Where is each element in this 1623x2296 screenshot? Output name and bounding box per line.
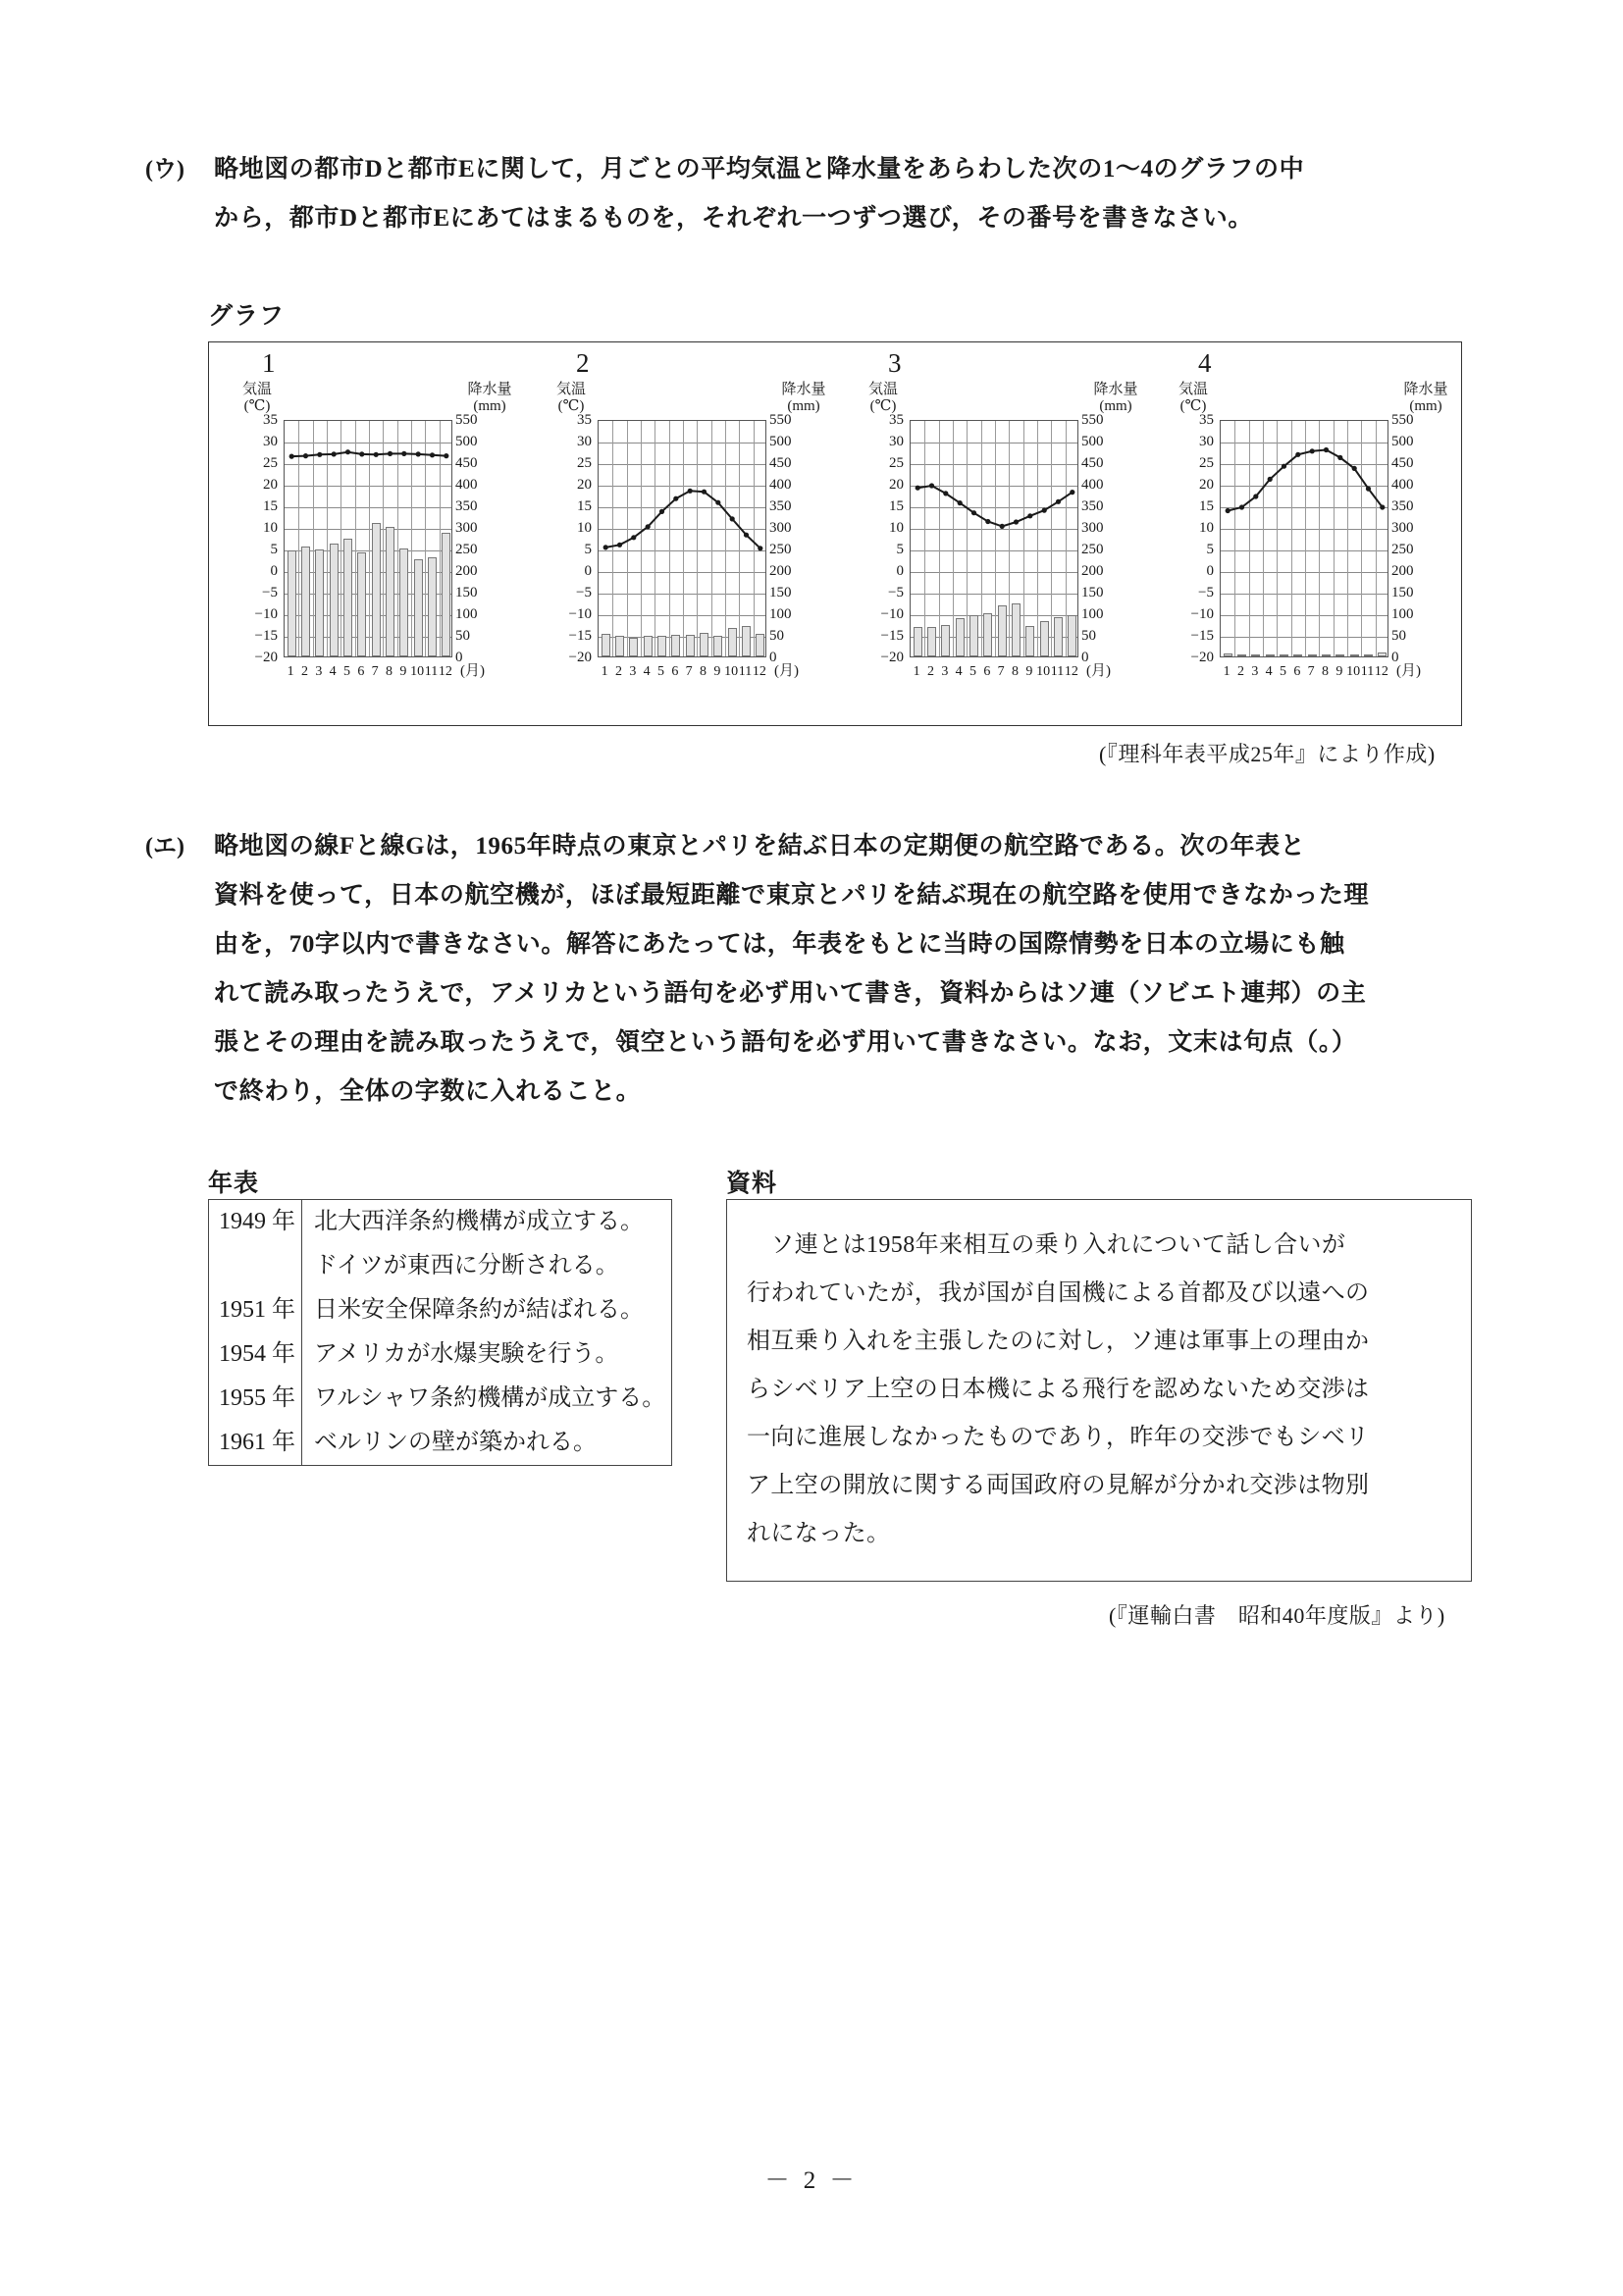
nenpyo-row bbox=[209, 1421, 672, 1466]
precipitation-tick-label: 400 bbox=[1081, 477, 1104, 493]
precipitation-tick-label: 50 bbox=[1391, 628, 1406, 644]
precipitation-tick-label: 0 bbox=[769, 650, 777, 665]
temperature-point bbox=[646, 524, 651, 529]
temperature-tick-label: 30 bbox=[1199, 434, 1214, 449]
question-c-line-2: から，都市Dと都市Eにあてはまるものを，それぞれ一つずつ選び，その番号を書きなさい。 bbox=[214, 205, 1253, 232]
precipitation-tick-label: 300 bbox=[769, 520, 792, 536]
precipitation-tick-label: 400 bbox=[769, 477, 792, 493]
temperature-point bbox=[744, 533, 749, 538]
temperature-line bbox=[599, 421, 767, 658]
nenpyo-event: アメリカが水爆実験を行う。 bbox=[314, 1341, 619, 1367]
nenpyo-row bbox=[209, 1244, 672, 1288]
temperature-point bbox=[1000, 524, 1005, 529]
shiryo-line: 相互乗り入れを主張したのに対し，ソ連は軍事上の理由か bbox=[747, 1329, 1370, 1354]
month-tick-label: 1 bbox=[913, 664, 920, 679]
month-tick-label: 8 bbox=[1322, 664, 1329, 679]
temperature-tick-label: 20 bbox=[263, 477, 278, 493]
nenpyo-year: 1949 年 bbox=[209, 1200, 302, 1245]
plot-area bbox=[910, 420, 1078, 657]
nenpyo-event: ワルシャワ条約機構が成立する。 bbox=[314, 1385, 666, 1411]
temperature-tick-label: −15 bbox=[1190, 628, 1214, 644]
nenpyo-tbody bbox=[209, 1200, 672, 1466]
temperature-tick-label: −10 bbox=[568, 606, 592, 622]
temperature-tick-label: 35 bbox=[1199, 412, 1214, 428]
temperature-point bbox=[1056, 499, 1061, 504]
nenpyo-table bbox=[208, 1199, 672, 1466]
precipitation-tick-label: 50 bbox=[1081, 628, 1096, 644]
temperature-axis-title: 気温 (℃) bbox=[241, 382, 272, 414]
precipitation-tick-label: 300 bbox=[455, 520, 478, 536]
precipitation-tick-label: 500 bbox=[1391, 434, 1414, 449]
climograph-1 bbox=[217, 342, 530, 727]
precipitation-tick-label: 100 bbox=[455, 606, 478, 622]
climograph-number: 3 bbox=[888, 348, 902, 378]
precipitation-tick-label: 200 bbox=[1081, 563, 1104, 579]
month-tick-label: 3 bbox=[315, 664, 323, 679]
temperature-point bbox=[929, 483, 934, 488]
precipitation-tick-label: 550 bbox=[1081, 412, 1104, 428]
month-tick-label: 11 bbox=[424, 664, 439, 679]
precipitation-tick-label: 350 bbox=[1391, 498, 1414, 514]
temperature-point bbox=[659, 509, 664, 514]
month-tick-label: 8 bbox=[1012, 664, 1019, 679]
temperature-point bbox=[374, 452, 379, 457]
month-tick-label: 6 bbox=[1293, 664, 1301, 679]
month-tick-label: 5 bbox=[343, 664, 350, 679]
precipitation-tick-label: 200 bbox=[455, 563, 478, 579]
temperature-tick-label: −5 bbox=[576, 585, 592, 600]
temperature-point bbox=[971, 510, 976, 515]
temperature-tick-label: −20 bbox=[880, 650, 904, 665]
temperature-point bbox=[1014, 519, 1019, 524]
month-tick-label: 3 bbox=[941, 664, 949, 679]
month-tick-label: 4 bbox=[1265, 664, 1273, 679]
temperature-point bbox=[1268, 477, 1273, 482]
shiryo-line: れになった。 bbox=[747, 1521, 891, 1546]
month-tick-label: 4 bbox=[955, 664, 963, 679]
month-tick-label: 10 bbox=[410, 664, 425, 679]
question-c-line-1: 略地図の都市Dと都市Eに関して，月ごとの平均気温と降水量をあらわした次の1～4のグラフの中 bbox=[214, 156, 1305, 183]
nenpyo-row bbox=[209, 1377, 672, 1421]
temperature-point bbox=[416, 451, 421, 456]
temperature-tick-label: −15 bbox=[254, 628, 278, 644]
question-c-marker: (ウ) bbox=[145, 157, 184, 183]
month-tick-label: 2 bbox=[301, 664, 308, 679]
precipitation-tick-label: 150 bbox=[769, 585, 792, 600]
month-tick-label: 5 bbox=[969, 664, 976, 679]
shiryo-line: 行われていたが，我が国が自国機による首都及び以遠への bbox=[747, 1280, 1370, 1306]
precipitation-tick-label: 100 bbox=[769, 606, 792, 622]
precipitation-tick-label: 200 bbox=[769, 563, 792, 579]
plot-area bbox=[1220, 420, 1388, 657]
month-tick-label: 7 bbox=[371, 664, 379, 679]
precipitation-tick-label: 450 bbox=[455, 455, 478, 471]
nenpyo-label: 年表 bbox=[208, 1171, 260, 1197]
temperature-line bbox=[911, 421, 1079, 658]
precipitation-axis-title: 降水量 (mm) bbox=[1403, 382, 1448, 414]
shiryo-line: 一向に進展しなかったものであり，昨年の交渉でもシベリ bbox=[747, 1425, 1370, 1450]
graph-panel bbox=[208, 341, 1462, 726]
month-tick-label: 3 bbox=[1251, 664, 1259, 679]
graph-source-note: (『理科年表平成25年』により作成) bbox=[1099, 742, 1436, 766]
month-tick-label: 12 bbox=[1374, 664, 1388, 679]
precipitation-tick-label: 150 bbox=[1081, 585, 1104, 600]
month-tick-label: 4 bbox=[329, 664, 337, 679]
temperature-point bbox=[1239, 504, 1244, 509]
temperature-point bbox=[1295, 452, 1300, 457]
month-axis-unit: (月) bbox=[460, 663, 485, 679]
temperature-point bbox=[317, 452, 322, 457]
month-tick-label: 10 bbox=[1346, 664, 1361, 679]
month-tick-label: 8 bbox=[700, 664, 707, 679]
precipitation-tick-label: 450 bbox=[1081, 455, 1104, 471]
temperature-tick-label: 25 bbox=[1199, 455, 1214, 471]
nenpyo-event: 日米安全保障条約が結ばれる。 bbox=[314, 1297, 644, 1323]
month-tick-label: 2 bbox=[927, 664, 934, 679]
temperature-tick-label: −5 bbox=[262, 585, 278, 600]
precipitation-tick-label: 400 bbox=[1391, 477, 1414, 493]
precipitation-tick-label: 250 bbox=[769, 542, 792, 557]
nenpyo-event: ベルリンの壁が築かれる。 bbox=[314, 1430, 597, 1455]
temperature-tick-label: 35 bbox=[263, 412, 278, 428]
temperature-tick-label: 35 bbox=[577, 412, 592, 428]
temperature-tick-label: −5 bbox=[1198, 585, 1214, 600]
precipitation-tick-label: 350 bbox=[769, 498, 792, 514]
month-axis-unit: (月) bbox=[774, 663, 799, 679]
temperature-tick-label: 25 bbox=[263, 455, 278, 471]
month-tick-label: 5 bbox=[1280, 664, 1286, 679]
month-tick-label: 2 bbox=[1237, 664, 1244, 679]
shiryo-line: ソ連とは1958年来相互の乗り入れについて話し合いが bbox=[747, 1232, 1346, 1258]
question-c bbox=[145, 145, 1304, 243]
precipitation-tick-label: 0 bbox=[1081, 650, 1089, 665]
precipitation-tick-label: 100 bbox=[1081, 606, 1104, 622]
nenpyo-year: 1955 年 bbox=[209, 1377, 302, 1421]
graph-caption: グラフ bbox=[208, 303, 286, 330]
precipitation-tick-label: 0 bbox=[1391, 650, 1399, 665]
climograph-2 bbox=[531, 342, 844, 727]
temperature-point bbox=[688, 489, 693, 494]
temperature-tick-label: −20 bbox=[1190, 650, 1214, 665]
temperature-tick-label: −20 bbox=[254, 650, 278, 665]
month-tick-label: 7 bbox=[685, 664, 693, 679]
climograph-number: 2 bbox=[576, 348, 590, 378]
temperature-axis-title: 気温 (℃) bbox=[1178, 382, 1208, 414]
temperature-tick-label: 5 bbox=[896, 542, 904, 557]
temperature-tick-label: 20 bbox=[1199, 477, 1214, 493]
temperature-point bbox=[444, 453, 448, 458]
precipitation-tick-label: 200 bbox=[1391, 563, 1414, 579]
temperature-point bbox=[617, 543, 622, 548]
month-tick-label: 7 bbox=[1307, 664, 1315, 679]
temperature-point bbox=[673, 496, 678, 501]
precipitation-axis-title: 降水量 (mm) bbox=[781, 382, 826, 414]
month-tick-label: 9 bbox=[1025, 664, 1033, 679]
month-tick-label: 12 bbox=[438, 664, 452, 679]
nenpyo-row bbox=[209, 1200, 672, 1245]
plot-area bbox=[598, 420, 766, 657]
temperature-tick-label: 0 bbox=[584, 563, 592, 579]
month-axis-unit: (月) bbox=[1396, 663, 1421, 679]
question-d-line-5: 張とその理由を読み取ったうえで，領空という語句を必ず用いて書きなさい。なお，文末は句点（。） bbox=[214, 1029, 1357, 1056]
precipitation-tick-label: 450 bbox=[1391, 455, 1414, 471]
month-tick-label: 1 bbox=[1223, 664, 1230, 679]
temperature-point bbox=[631, 535, 636, 540]
precipitation-tick-label: 300 bbox=[1391, 520, 1414, 536]
nenpyo-year: 1954 年 bbox=[209, 1332, 302, 1377]
temperature-point bbox=[1042, 508, 1047, 513]
precipitation-tick-label: 250 bbox=[1081, 542, 1104, 557]
question-d bbox=[145, 822, 1369, 1117]
precipitation-tick-label: 50 bbox=[455, 628, 470, 644]
temperature-tick-label: −10 bbox=[254, 606, 278, 622]
temperature-tick-label: 5 bbox=[270, 542, 278, 557]
month-tick-label: 11 bbox=[738, 664, 753, 679]
temperature-tick-label: 5 bbox=[584, 542, 592, 557]
nenpyo-event: 北大西洋条約機構が成立する。 bbox=[314, 1209, 644, 1234]
temperature-line bbox=[285, 421, 453, 658]
temperature-point bbox=[1352, 466, 1357, 471]
temperature-tick-label: 5 bbox=[1206, 542, 1214, 557]
precipitation-tick-label: 550 bbox=[769, 412, 792, 428]
precipitation-tick-label: 350 bbox=[1081, 498, 1104, 514]
question-d-line-2: 資料を使って，日本の航空機が，ほぼ最短距離で東京とパリを結ぶ現在の航空路を使用できなかった理 bbox=[214, 882, 1370, 909]
precipitation-tick-label: 550 bbox=[1391, 412, 1414, 428]
temperature-tick-label: 25 bbox=[577, 455, 592, 471]
nenpyo-row bbox=[209, 1332, 672, 1377]
temperature-point bbox=[289, 454, 294, 459]
temperature-tick-label: −10 bbox=[880, 606, 904, 622]
temperature-tick-label: 30 bbox=[889, 434, 904, 449]
temperature-point bbox=[359, 451, 364, 456]
temperature-point bbox=[1282, 464, 1286, 469]
climograph-4 bbox=[1153, 342, 1466, 727]
temperature-point bbox=[943, 491, 948, 496]
temperature-point bbox=[1324, 447, 1329, 452]
temperature-point bbox=[715, 500, 720, 505]
temperature-point bbox=[1337, 455, 1342, 460]
precipitation-tick-label: 550 bbox=[455, 412, 478, 428]
temperature-point bbox=[958, 500, 963, 505]
precipitation-tick-label: 0 bbox=[455, 650, 463, 665]
temperature-tick-label: 15 bbox=[263, 498, 278, 514]
temperature-tick-label: 0 bbox=[896, 563, 904, 579]
temperature-tick-label: 25 bbox=[889, 455, 904, 471]
temperature-point bbox=[1253, 494, 1258, 498]
month-tick-label: 9 bbox=[399, 664, 407, 679]
nenpyo-year: 1961 年 bbox=[209, 1421, 302, 1466]
temperature-tick-label: 10 bbox=[577, 520, 592, 536]
precipitation-tick-label: 100 bbox=[1391, 606, 1414, 622]
month-tick-label: 9 bbox=[1335, 664, 1343, 679]
precipitation-tick-label: 350 bbox=[455, 498, 478, 514]
temperature-point bbox=[401, 451, 406, 456]
temperature-point bbox=[916, 486, 920, 491]
climograph-number: 1 bbox=[262, 348, 276, 378]
month-tick-label: 11 bbox=[1050, 664, 1065, 679]
temperature-point bbox=[1310, 448, 1315, 453]
precipitation-tick-label: 500 bbox=[769, 434, 792, 449]
temperature-point bbox=[985, 519, 990, 524]
temperature-tick-label: 20 bbox=[577, 477, 592, 493]
temperature-axis-title: 気温 (℃) bbox=[555, 382, 586, 414]
temperature-tick-label: 10 bbox=[1199, 520, 1214, 536]
temperature-tick-label: −15 bbox=[568, 628, 592, 644]
nenpyo-event: ドイツが東西に分断される。 bbox=[314, 1253, 619, 1278]
temperature-tick-label: 15 bbox=[577, 498, 592, 514]
precipitation-tick-label: 50 bbox=[769, 628, 784, 644]
shiryo-source-note: (『運輸白書 昭和40年度版』より) bbox=[1109, 1603, 1445, 1628]
temperature-point bbox=[603, 545, 608, 549]
climograph-number: 4 bbox=[1198, 348, 1212, 378]
temperature-line bbox=[1221, 421, 1389, 658]
precipitation-tick-label: 250 bbox=[1391, 542, 1414, 557]
temperature-tick-label: −5 bbox=[888, 585, 904, 600]
temperature-point bbox=[1380, 504, 1385, 509]
temperature-tick-label: 10 bbox=[889, 520, 904, 536]
temperature-tick-label: 0 bbox=[1206, 563, 1214, 579]
temperature-tick-label: −10 bbox=[1190, 606, 1214, 622]
temperature-point bbox=[430, 452, 435, 457]
month-tick-label: 3 bbox=[629, 664, 637, 679]
temperature-tick-label: 30 bbox=[263, 434, 278, 449]
month-tick-label: 12 bbox=[1064, 664, 1078, 679]
month-tick-label: 6 bbox=[671, 664, 679, 679]
month-tick-label: 2 bbox=[615, 664, 622, 679]
temperature-tick-label: 15 bbox=[889, 498, 904, 514]
nenpyo-row bbox=[209, 1288, 672, 1332]
precipitation-tick-label: 500 bbox=[1081, 434, 1104, 449]
temperature-point bbox=[702, 490, 707, 495]
climograph-3 bbox=[843, 342, 1156, 727]
month-tick-label: 6 bbox=[357, 664, 365, 679]
temperature-tick-label: 30 bbox=[577, 434, 592, 449]
question-d-line-3: 由を，70字以内で書きなさい。解答にあたっては，年表をもとに当時の国際情勢を日本の立場にも触 bbox=[214, 931, 1345, 958]
shiryo-label: 資料 bbox=[726, 1171, 778, 1197]
month-tick-label: 9 bbox=[713, 664, 721, 679]
month-tick-label: 7 bbox=[997, 664, 1005, 679]
month-axis-unit: (月) bbox=[1086, 663, 1111, 679]
temperature-tick-label: 0 bbox=[270, 563, 278, 579]
temperature-tick-label: 10 bbox=[263, 520, 278, 536]
shiryo-line: ア上空の開放に関する両国政府の見解が分かれ交渉は物別 bbox=[747, 1473, 1370, 1498]
temperature-point bbox=[388, 451, 393, 456]
precipitation-axis-title: 降水量 (mm) bbox=[467, 382, 512, 414]
plot-area bbox=[284, 420, 452, 657]
precipitation-axis-title: 降水量 (mm) bbox=[1093, 382, 1138, 414]
precipitation-tick-label: 150 bbox=[455, 585, 478, 600]
shiryo-line: らシベリア上空の日本機による飛行を認めないため交渉は bbox=[747, 1377, 1370, 1402]
precipitation-tick-label: 300 bbox=[1081, 520, 1104, 536]
temperature-point bbox=[758, 546, 762, 550]
precipitation-tick-label: 450 bbox=[769, 455, 792, 471]
month-tick-label: 8 bbox=[386, 664, 393, 679]
month-tick-label: 12 bbox=[752, 664, 766, 679]
question-d-marker: (エ) bbox=[145, 834, 184, 860]
month-tick-label: 10 bbox=[724, 664, 739, 679]
shiryo-box bbox=[726, 1199, 1472, 1582]
month-tick-label: 1 bbox=[287, 664, 294, 679]
precipitation-tick-label: 500 bbox=[455, 434, 478, 449]
question-d-line-1: 略地図の線Fと線Gは，1965年時点の東京とパリを結ぶ日本の定期便の航空路である。次の年表と bbox=[214, 833, 1306, 860]
precipitation-tick-label: 150 bbox=[1391, 585, 1414, 600]
month-tick-label: 1 bbox=[601, 664, 608, 679]
month-tick-label: 11 bbox=[1360, 664, 1375, 679]
temperature-point bbox=[345, 449, 350, 454]
temperature-point bbox=[332, 451, 337, 456]
temperature-point bbox=[303, 453, 308, 458]
nenpyo-year: 1951 年 bbox=[209, 1288, 302, 1332]
temperature-point bbox=[1070, 490, 1074, 495]
temperature-point bbox=[730, 516, 735, 521]
month-tick-label: 6 bbox=[983, 664, 991, 679]
question-d-line-4: れて読み取ったうえで，アメリカという語句を必ず用いて書き，資料からはソ連（ソビエト連邦）の主 bbox=[214, 980, 1367, 1007]
page-number: － 2 － bbox=[764, 2167, 859, 2194]
temperature-tick-label: 15 bbox=[1199, 498, 1214, 514]
month-tick-label: 10 bbox=[1036, 664, 1051, 679]
month-tick-label: 5 bbox=[657, 664, 664, 679]
temperature-point bbox=[1366, 487, 1371, 492]
temperature-tick-label: 35 bbox=[889, 412, 904, 428]
nenpyo-year bbox=[209, 1244, 302, 1288]
precipitation-tick-label: 400 bbox=[455, 477, 478, 493]
temperature-axis-title: 気温 (℃) bbox=[867, 382, 898, 414]
temperature-tick-label: −20 bbox=[568, 650, 592, 665]
temperature-point bbox=[1027, 513, 1032, 518]
precipitation-tick-label: 250 bbox=[455, 542, 478, 557]
question-d-line-6: で終わり，全体の字数に入れること。 bbox=[214, 1078, 642, 1105]
month-tick-label: 4 bbox=[643, 664, 651, 679]
temperature-tick-label: −15 bbox=[880, 628, 904, 644]
temperature-point bbox=[1226, 508, 1230, 513]
temperature-tick-label: 20 bbox=[889, 477, 904, 493]
